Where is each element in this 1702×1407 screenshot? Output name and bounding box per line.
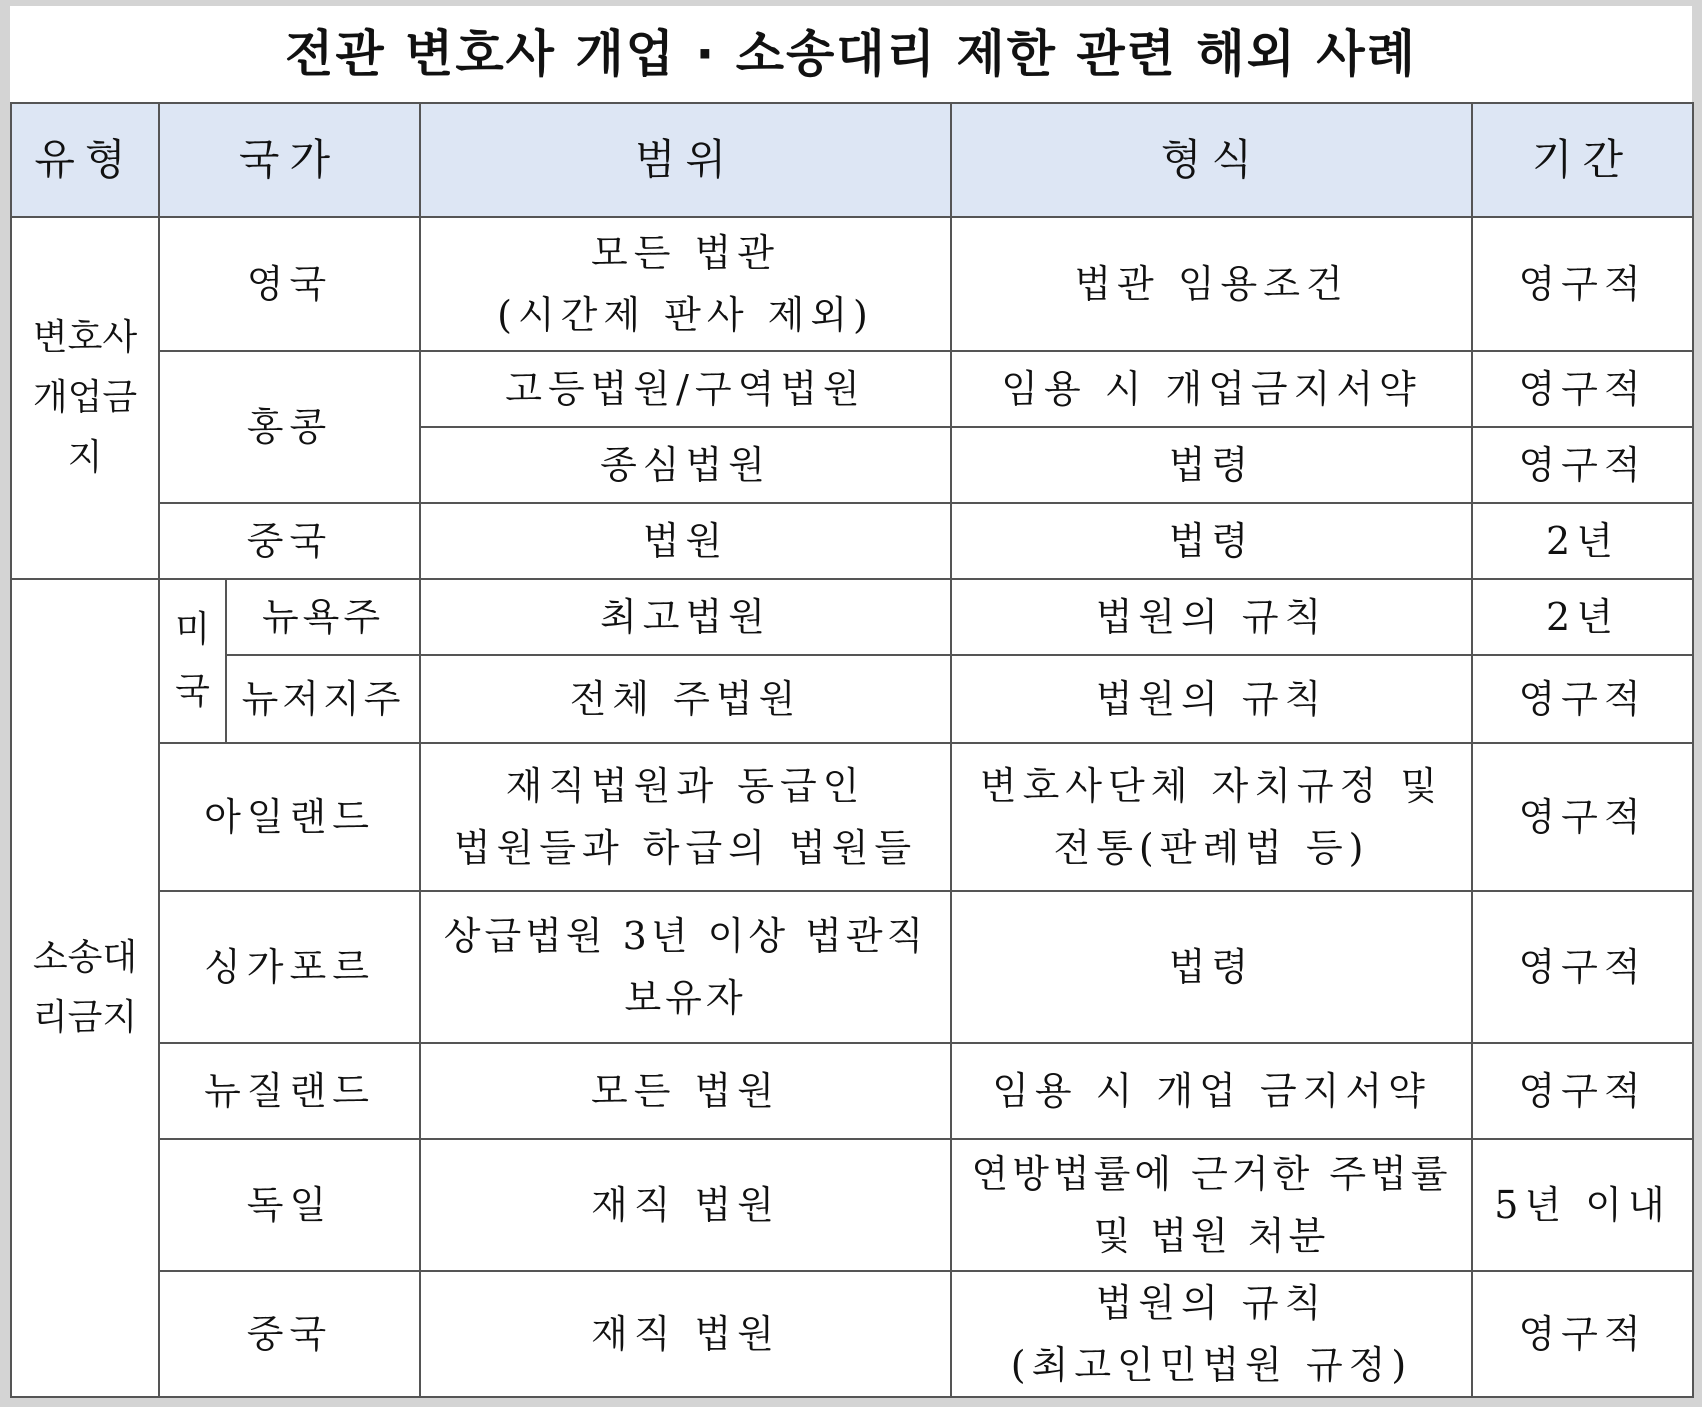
scope-cell: 종심법원 — [420, 427, 951, 503]
form-cell: 변호사단체 자치규정 및 전통(판례법 등) — [951, 743, 1472, 891]
scope-cell: 최고법원 — [420, 579, 951, 655]
header-scope: 범위 — [420, 103, 951, 217]
table-header-row — [11, 103, 1693, 217]
country-cell: 싱가포르 — [159, 891, 420, 1043]
page-title: 전관 변호사 개업 · 소송대리 제한 관련 해외 사례 — [285, 25, 1417, 83]
period-cell: 2년 — [1472, 503, 1693, 579]
table-row — [11, 579, 1693, 655]
header-form: 형식 — [951, 103, 1472, 217]
country-cell: 뉴질랜드 — [159, 1043, 420, 1139]
table-row — [11, 351, 1693, 427]
form-cell: 법령 — [951, 427, 1472, 503]
period-cell: 영구적 — [1472, 891, 1693, 1043]
table-row — [11, 217, 1693, 351]
table-row — [11, 1271, 1693, 1397]
scope-cell: 고등법원/구역법원 — [420, 351, 951, 427]
period-cell: 영구적 — [1472, 743, 1693, 891]
scope-cell: 전체 주법원 — [420, 655, 951, 743]
form-cell: 연방법률에 근거한 주법률 및 법원 처분 — [951, 1139, 1472, 1271]
scope-cell: 상급법원 3년 이상 법관직 보유자 — [420, 891, 951, 1043]
country-cell: 중국 — [159, 1271, 420, 1397]
table-row — [11, 503, 1693, 579]
header-period: 기간 — [1472, 103, 1693, 217]
period-cell: 영구적 — [1472, 655, 1693, 743]
header-type: 유형 — [11, 103, 159, 217]
document-page — [10, 6, 1692, 1396]
form-cell: 법관 임용조건 — [951, 217, 1472, 351]
period-cell: 5년 이내 — [1472, 1139, 1693, 1271]
form-cell: 법원의 규칙 (최고인민법원 규정) — [951, 1271, 1472, 1397]
form-cell: 임용 시 개업금지서약 — [951, 351, 1472, 427]
table-row — [11, 1043, 1693, 1139]
period-cell: 영구적 — [1472, 351, 1693, 427]
period-cell: 영구적 — [1472, 1043, 1693, 1139]
form-cell: 임용 시 개업 금지서약 — [951, 1043, 1472, 1139]
scope-cell: 재직법원과 동급인 법원들과 하급의 법원들 — [420, 743, 951, 891]
country-cell: 독일 — [159, 1139, 420, 1271]
period-cell: 영구적 — [1472, 217, 1693, 351]
scope-cell: 재직 법원 — [420, 1139, 951, 1271]
scope-cell: 재직 법원 — [420, 1271, 951, 1397]
period-cell: 영구적 — [1472, 427, 1693, 503]
form-cell: 법령 — [951, 503, 1472, 579]
period-cell: 영구적 — [1472, 1271, 1693, 1397]
table-row — [11, 743, 1693, 891]
table-row — [11, 891, 1693, 1043]
form-cell: 법원의 규칙 — [951, 655, 1472, 743]
group-litigation-ban: 소송대 리금지 — [11, 579, 159, 1397]
country-cell: 홍콩 — [159, 351, 420, 503]
scope-cell: 법원 — [420, 503, 951, 579]
form-cell: 법령 — [951, 891, 1472, 1043]
scope-cell: 모든 법원 — [420, 1043, 951, 1139]
period-cell: 2년 — [1472, 579, 1693, 655]
form-cell: 법원의 규칙 — [951, 579, 1472, 655]
state-cell: 뉴저지주 — [226, 655, 420, 743]
group-practice-ban: 변호사 개업금 지 — [11, 217, 159, 579]
country-cell: 중국 — [159, 503, 420, 579]
table-row — [11, 1139, 1693, 1271]
scope-cell: 모든 법관 (시간제 판사 제외) — [420, 217, 951, 351]
country-cell-us: 미 국 — [159, 579, 226, 743]
country-cell: 영국 — [159, 217, 420, 351]
country-cell: 아일랜드 — [159, 743, 420, 891]
header-country: 국가 — [159, 103, 420, 217]
state-cell: 뉴욕주 — [226, 579, 420, 655]
table-row — [11, 655, 1693, 743]
cases-table — [10, 102, 1694, 1398]
